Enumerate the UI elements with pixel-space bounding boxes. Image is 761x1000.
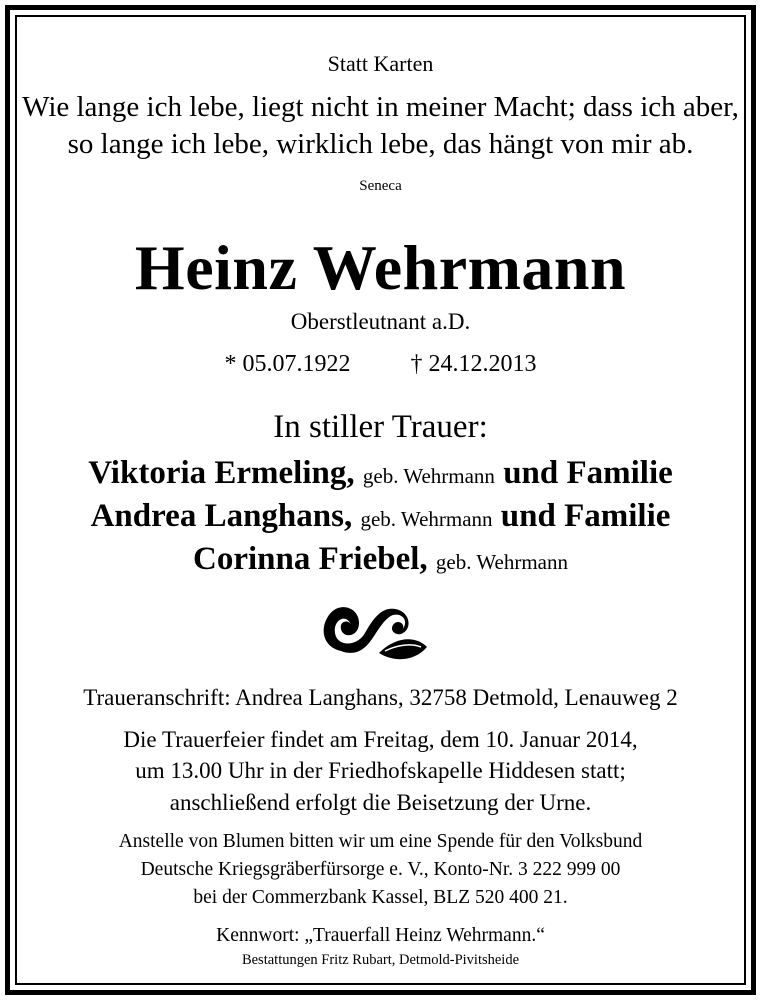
quote-line-1: Wie lange ich lebe, liegt nicht in meiner Macht; dass ich aber, — [22, 91, 739, 123]
death-date: † 24.12.2013 — [410, 351, 537, 377]
mourner-suffix: und Familie — [500, 498, 671, 534]
mourning-heading: In stiller Trauer: — [273, 409, 488, 445]
ceremony-line: um 13.00 Uhr in der Friedhofskapelle Hiddesen statt; — [135, 758, 626, 783]
life-dates — [17, 351, 744, 378]
mourner-name: Andrea Langhans, — [90, 498, 353, 534]
mourner-birth-name: geb. Wehrmann — [362, 464, 495, 488]
deceased-rank: Oberstleutnant a.D. — [290, 309, 471, 334]
mourner-name: Viktoria Ermeling, — [88, 455, 355, 491]
mourner-birth-name: geb. Wehrmann — [435, 550, 568, 574]
donation-keyword: Kennwort: „Trauerfall Heinz Wehrmann.“ — [216, 925, 545, 946]
ceremony-line: anschließend erfolgt die Beisetzung der Urne. — [169, 790, 592, 815]
mourning-address: Traueranschrift: Andrea Langhans, 32758 Detmold, Lenauweg 2 — [83, 685, 678, 710]
undertaker: Bestattungen Fritz Rubart, Detmold-Pivitsheide — [241, 952, 520, 968]
birth-date: * 05.07.1922 — [224, 351, 351, 377]
donation-line: Deutsche Kriegsgräberfürsorge e. V., Konto-Nr. 3 222 999 00 — [140, 859, 621, 880]
deceased-name: Heinz Wehrmann — [134, 232, 627, 303]
donation-line: bei der Commerzbank Kassel, BLZ 520 400 21. — [193, 887, 568, 908]
quote-author: Seneca — [359, 178, 402, 194]
mourner-line — [17, 541, 744, 578]
mourner-birth-name: geb. Wehrmann — [360, 507, 493, 531]
obituary-notice — [17, 17, 744, 983]
ceremony-line: Die Trauerfeier findet am Freitag, dem 10. Januar 2014, — [123, 727, 638, 752]
mourner-suffix: und Familie — [503, 455, 673, 491]
mourner-name: Corinna Friebel, — [193, 541, 428, 577]
quote-line-2: so lange ich lebe, wirklich lebe, das hängt von mir ab. — [67, 128, 694, 160]
donation-line: Anstelle von Blumen bitten wir um eine Spende für den Volksbund — [118, 831, 643, 852]
leaf-swirl-ornament-icon — [317, 593, 429, 665]
mourner-line — [17, 498, 744, 535]
notice-heading: Statt Karten — [327, 51, 434, 76]
mourner-line — [17, 455, 744, 492]
